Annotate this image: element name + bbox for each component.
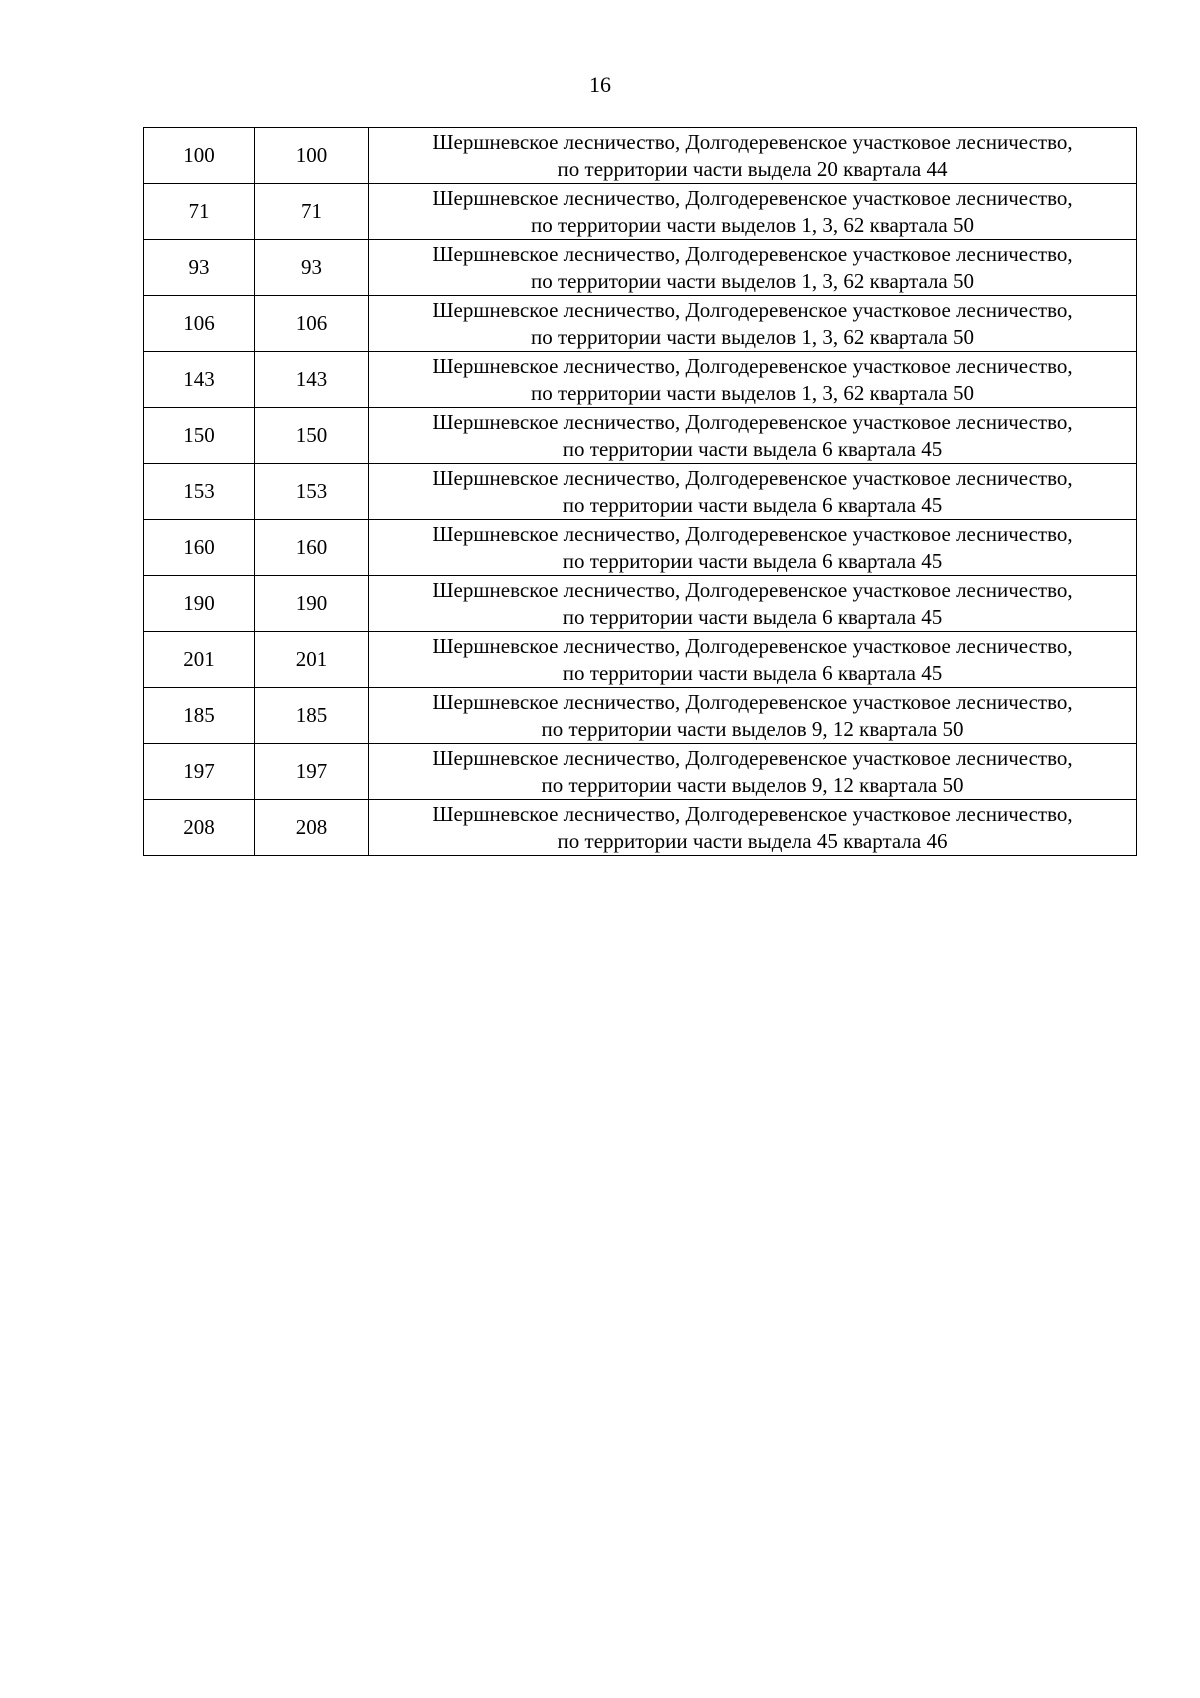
description-line-1: Шершневское лесничество, Долгодеревенское участковое лесничество, bbox=[432, 353, 1073, 378]
table-row bbox=[144, 632, 1137, 688]
row-number-cell: 150 bbox=[144, 408, 255, 464]
row-number-cell-2: 208 bbox=[255, 800, 369, 856]
description-line-2: по территории части выдела 6 квартала 45 bbox=[562, 660, 943, 685]
table-row bbox=[144, 744, 1137, 800]
location-description-cell bbox=[369, 800, 1137, 856]
location-description-cell bbox=[369, 184, 1137, 240]
location-description-cell bbox=[369, 632, 1137, 688]
row-number-cell-2: 143 bbox=[255, 352, 369, 408]
description-line-2: по территории части выделов 1, 3, 62 квартала 50 bbox=[530, 380, 975, 405]
description-line-1: Шершневское лесничество, Долгодеревенское участковое лесничество, bbox=[432, 241, 1073, 266]
row-number-cell: 71 bbox=[144, 184, 255, 240]
description-line-2: по территории части выдела 6 квартала 45 bbox=[562, 436, 943, 461]
description-line-1: Шершневское лесничество, Долгодеревенское участковое лесничество, bbox=[432, 297, 1073, 322]
row-number-cell-2: 160 bbox=[255, 520, 369, 576]
location-description-cell bbox=[369, 128, 1137, 184]
location-description-cell bbox=[369, 576, 1137, 632]
description-line-1: Шершневское лесничество, Долгодеревенское участковое лесничество, bbox=[432, 465, 1073, 490]
table-row bbox=[144, 240, 1137, 296]
row-number-cell: 160 bbox=[144, 520, 255, 576]
description-line-2: по территории части выдела 45 квартала 46 bbox=[557, 828, 948, 853]
description-line-1: Шершневское лесничество, Долгодеревенское участковое лесничество, bbox=[432, 185, 1073, 210]
row-number-cell: 197 bbox=[144, 744, 255, 800]
row-number-cell-2: 201 bbox=[255, 632, 369, 688]
row-number-cell: 100 bbox=[144, 128, 255, 184]
table-row bbox=[144, 352, 1137, 408]
row-number-cell-2: 71 bbox=[255, 184, 369, 240]
description-line-1: Шершневское лесничество, Долгодеревенское участковое лесничество, bbox=[432, 689, 1073, 714]
row-number-cell: 153 bbox=[144, 464, 255, 520]
location-description-cell bbox=[369, 408, 1137, 464]
description-line-2: по территории части выдела 20 квартала 44 bbox=[557, 156, 948, 181]
forestry-table bbox=[143, 127, 1137, 856]
row-number-cell: 208 bbox=[144, 800, 255, 856]
description-line-2: по территории части выделов 9, 12 квартала 50 bbox=[541, 716, 964, 741]
row-number-cell-2: 190 bbox=[255, 576, 369, 632]
row-number-cell: 143 bbox=[144, 352, 255, 408]
table-row bbox=[144, 296, 1137, 352]
description-line-2: по территории части выделов 1, 3, 62 квартала 50 bbox=[530, 268, 975, 293]
table-row bbox=[144, 128, 1137, 184]
description-line-1: Шершневское лесничество, Долгодеревенское участковое лесничество, bbox=[432, 633, 1073, 658]
location-description-cell bbox=[369, 464, 1137, 520]
table-row bbox=[144, 408, 1137, 464]
row-number-cell-2: 153 bbox=[255, 464, 369, 520]
location-description-cell bbox=[369, 520, 1137, 576]
row-number-cell: 190 bbox=[144, 576, 255, 632]
page-number: 16 bbox=[589, 72, 611, 97]
table-row bbox=[144, 800, 1137, 856]
location-description-cell bbox=[369, 352, 1137, 408]
table-row bbox=[144, 520, 1137, 576]
location-description-cell bbox=[369, 744, 1137, 800]
row-number-cell-2: 197 bbox=[255, 744, 369, 800]
table-row bbox=[144, 464, 1137, 520]
description-line-2: по территории части выделов 9, 12 квартала 50 bbox=[541, 772, 964, 797]
row-number-cell: 201 bbox=[144, 632, 255, 688]
table-body bbox=[144, 128, 1137, 856]
row-number-cell-2: 100 bbox=[255, 128, 369, 184]
description-line-1: Шершневское лесничество, Долгодеревенское участковое лесничество, bbox=[432, 577, 1073, 602]
row-number-cell-2: 93 bbox=[255, 240, 369, 296]
description-line-2: по территории части выдела 6 квартала 45 bbox=[562, 604, 943, 629]
row-number-cell: 185 bbox=[144, 688, 255, 744]
row-number-cell-2: 106 bbox=[255, 296, 369, 352]
description-line-1: Шершневское лесничество, Долгодеревенское участковое лесничество, bbox=[432, 521, 1073, 546]
row-number-cell-2: 150 bbox=[255, 408, 369, 464]
description-line-2: по территории части выдела 6 квартала 45 bbox=[562, 492, 943, 517]
description-line-1: Шершневское лесничество, Долгодеревенское участковое лесничество, bbox=[432, 801, 1073, 826]
location-description-cell bbox=[369, 296, 1137, 352]
table-row bbox=[144, 184, 1137, 240]
description-line-2: по территории части выделов 1, 3, 62 квартала 50 bbox=[530, 324, 975, 349]
table-row bbox=[144, 576, 1137, 632]
description-line-1: Шершневское лесничество, Долгодеревенское участковое лесничество, bbox=[432, 129, 1073, 154]
row-number-cell-2: 185 bbox=[255, 688, 369, 744]
location-description-cell bbox=[369, 240, 1137, 296]
description-line-2: по территории части выделов 1, 3, 62 квартала 50 bbox=[530, 212, 975, 237]
table-row bbox=[144, 688, 1137, 744]
description-line-1: Шершневское лесничество, Долгодеревенское участковое лесничество, bbox=[432, 745, 1073, 770]
row-number-cell: 93 bbox=[144, 240, 255, 296]
description-line-2: по территории части выдела 6 квартала 45 bbox=[562, 548, 943, 573]
description-line-1: Шершневское лесничество, Долгодеревенское участковое лесничество, bbox=[432, 409, 1073, 434]
location-description-cell bbox=[369, 688, 1137, 744]
row-number-cell: 106 bbox=[144, 296, 255, 352]
